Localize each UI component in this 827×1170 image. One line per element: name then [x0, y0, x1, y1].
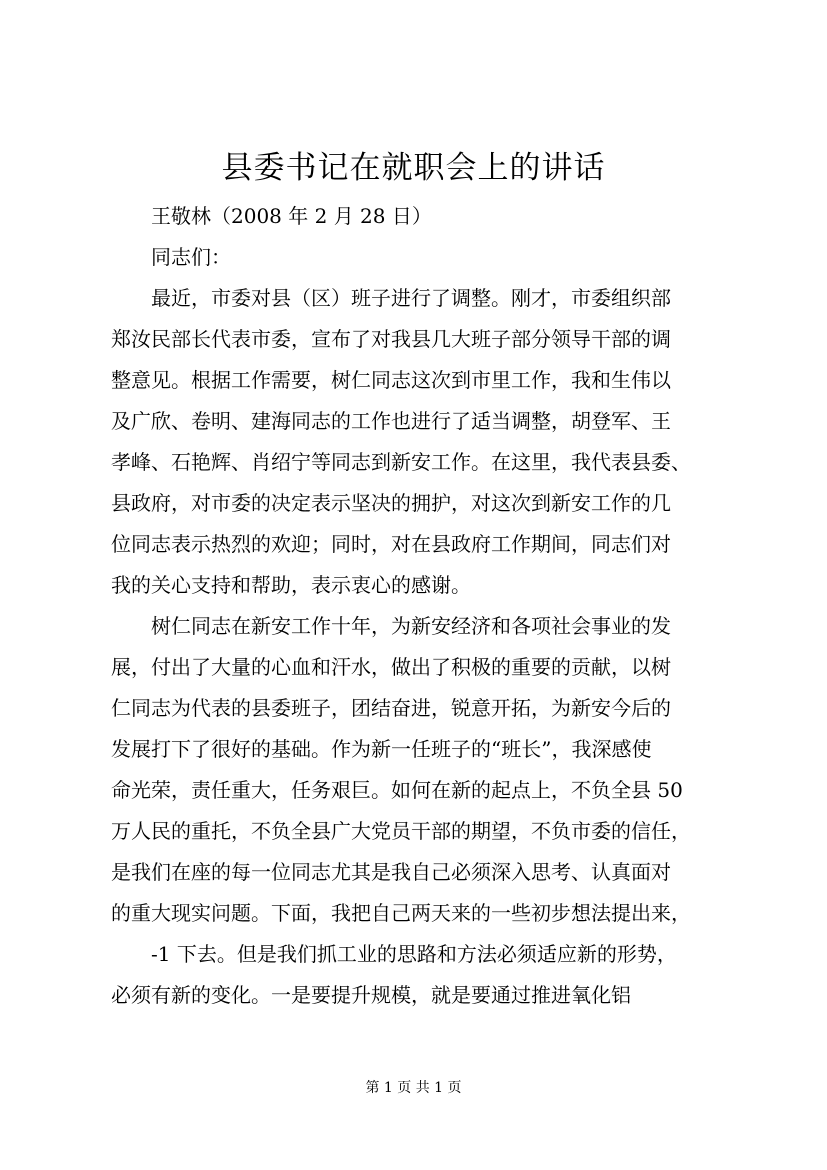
paragraph-line: 发展打下了很好的基础。作为新一任班子的“班长”，我深感使 — [111, 737, 652, 761]
paragraph-line: 的重大现实问题。下面，我把自己两天来的一些初步想法提出来， — [111, 901, 691, 925]
author-date-line: 王敬林（2008 年 2 月 28 日） — [151, 204, 432, 228]
paragraph-line: -1 下去。但是我们抓工业的思路和方法必须适应新的形势， — [151, 942, 677, 966]
document-title: 县委书记在就职会上的讲话 — [221, 150, 606, 186]
document-body — [111, 196, 723, 1016]
paragraph-line: 整意见。根据工作需要，树仁同志这次到市里工作，我和生伟以 — [111, 368, 671, 392]
paragraph-line: 树仁同志在新安工作十年，为新安经济和各项社会事业的发 — [151, 614, 671, 638]
paragraph-line: 县政府，对市委的决定表示坚决的拥护，对这次到新安工作的几 — [111, 491, 671, 515]
page-number-footer: 第 1 页 共 1 页 — [365, 1080, 462, 1096]
paragraph-line: 展，付出了大量的心血和汗水，做出了积极的重要的贡献，以树 — [111, 655, 671, 679]
paragraph-line: 是我们在座的每一位同志尤其是我自己必须深入思考、认真面对 — [111, 860, 671, 884]
salutation-line: 同志们： — [151, 245, 231, 269]
paragraph-line: 仁同志为代表的县委班子，团结奋进，锐意开拓，为新安今后的 — [111, 696, 671, 720]
paragraph-line: 命光荣，责任重大，任务艰巨。如何在新的起点上，不负全县 50 — [111, 778, 683, 802]
paragraph-line: 位同志表示热烈的欢迎；同时，对在县政府工作期间，同志们对 — [111, 532, 671, 556]
paragraph-line: 孝峰、石艳辉、肖绍宁等同志到新安工作。在这里，我代表县委、 — [111, 450, 691, 474]
paragraph-line: 及广欣、卷明、建海同志的工作也进行了适当调整，胡登军、王 — [111, 409, 671, 433]
paragraph-line: 最近，市委对县（区）班子进行了调整。刚才，市委组织部 — [151, 286, 671, 310]
paragraph-line: 必须有新的变化。一是要提升规模，就是要通过推进氧化铝 — [111, 983, 631, 1007]
paragraph-line: 万人民的重托，不负全县广大党员干部的期望，不负市委的信任， — [111, 819, 691, 843]
paragraph-line: 我的关心支持和帮助，表示衷心的感谢。 — [111, 573, 471, 597]
paragraph-line: 郑汝民部长代表市委，宣布了对我县几大班子部分领导干部的调 — [111, 327, 671, 351]
